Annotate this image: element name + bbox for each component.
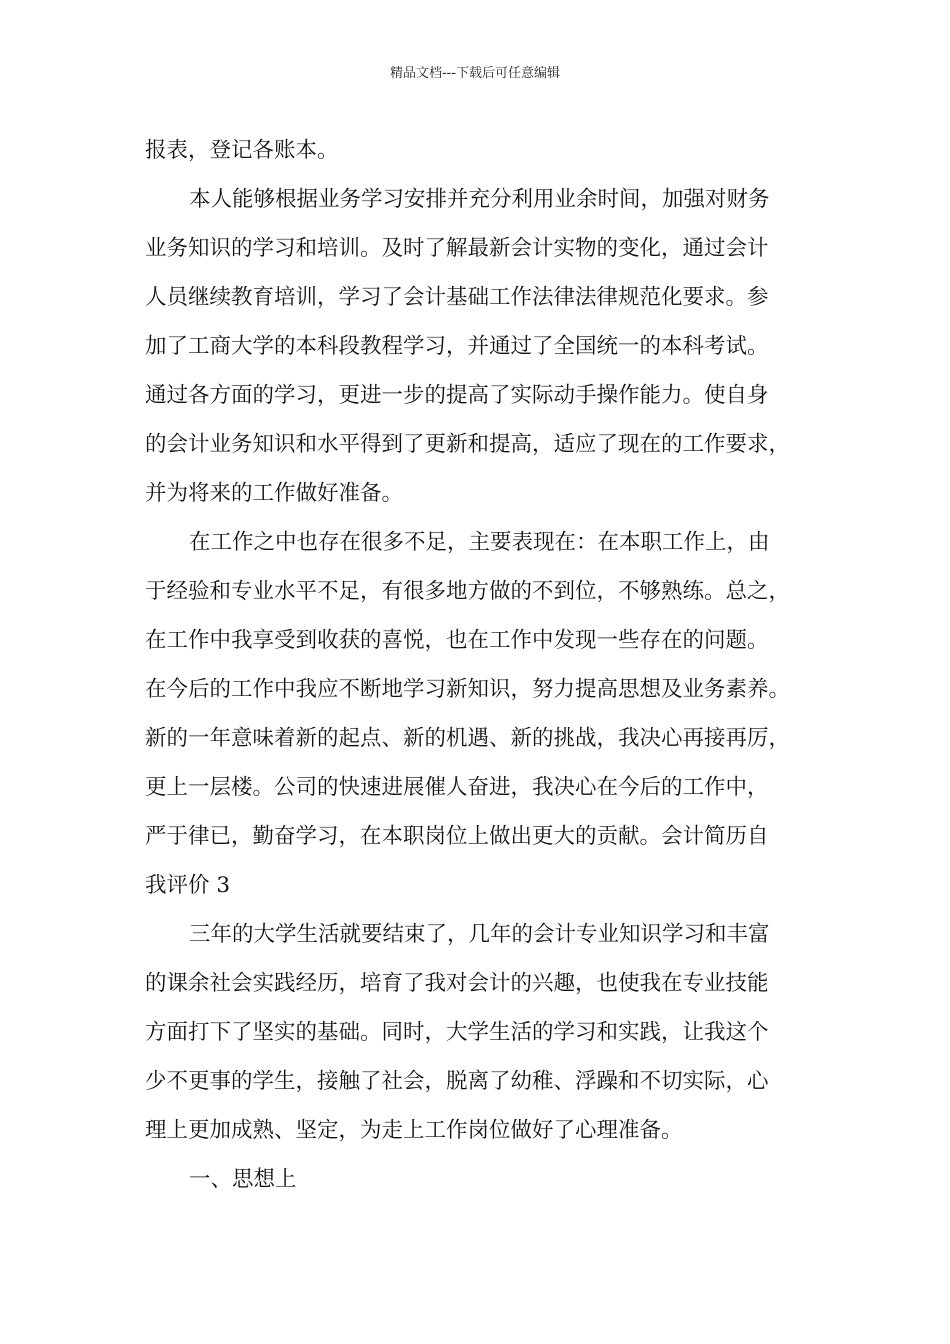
text-line: 在工作中我享受到收获的喜悦，也在工作中发现一些存在的问题。 xyxy=(145,628,769,653)
text-line: 我评价 3 xyxy=(145,873,231,898)
text-line: 业务知识的学习和培训。及时了解最新会计实物的变化，通过会计 xyxy=(145,236,769,261)
text-line: 严于律已，勤奋学习，在本职岗位上做出更大的贡献。会计简历自 xyxy=(145,824,769,849)
paragraph xyxy=(145,524,825,916)
text-line: 理上更加成熟、坚定，为走上工作岗位做好了心理准备。 xyxy=(145,1118,683,1143)
section-heading: 一、思想上 xyxy=(189,1167,297,1192)
text-line: 本人能够根据业务学习安排并充分利用业余时间，加强对财务 xyxy=(189,187,770,212)
text-line: 报表，登记各账本。 xyxy=(145,138,339,163)
text-line: 少不更事的学生，接触了社会，脱离了幼稚、浮躁和不切实际，心 xyxy=(145,1069,769,1094)
text-line: 加了工商大学的本科段教程学习，并通过了全国统一的本科考试。 xyxy=(145,334,769,359)
text-line: 人员继续教育培训，学习了会计基础工作法律法律规范化要求。参 xyxy=(145,285,769,310)
text-line: 通过各方面的学习，更进一步的提高了实际动手操作能力。使自身 xyxy=(145,383,769,408)
page-header: 精品文档---下载后可任意编辑 xyxy=(389,66,561,81)
text-line: 并为将来的工作做好准备。 xyxy=(145,481,404,506)
text-line: 的课余社会实践经历，培育了我对会计的兴趣，也使我在专业技能 xyxy=(145,971,769,996)
text-line: 方面打下了坚实的基础。同时，大学生活的学习和实践，让我这个 xyxy=(145,1020,769,1045)
text-line: 在今后的工作中我应不断地学习新知识，努力提高思想及业务素养。 xyxy=(145,677,791,702)
text-line: 三年的大学生活就要结束了，几年的会计专业知识学习和丰富 xyxy=(189,922,770,947)
text-line: 的会计业务知识和水平得到了更新和提高，适应了现在的工作要求， xyxy=(145,432,791,457)
text-line: 在工作之中也存在很多不足，主要表现在：在本职工作上，由 xyxy=(189,530,770,555)
paragraph xyxy=(145,181,825,524)
document-body xyxy=(145,132,825,1210)
text-line: 更上一层楼。公司的快速进展催人奋进，我决心在今后的工作中， xyxy=(145,775,769,800)
paragraph xyxy=(145,1161,825,1210)
text-line: 新的一年意味着新的起点、新的机遇、新的挑战，我决心再接再厉， xyxy=(145,726,791,751)
text-line: 于经验和专业水平不足，有很多地方做的不到位，不够熟练。总之， xyxy=(145,579,791,604)
paragraph xyxy=(145,916,825,1161)
paragraph xyxy=(145,132,825,181)
